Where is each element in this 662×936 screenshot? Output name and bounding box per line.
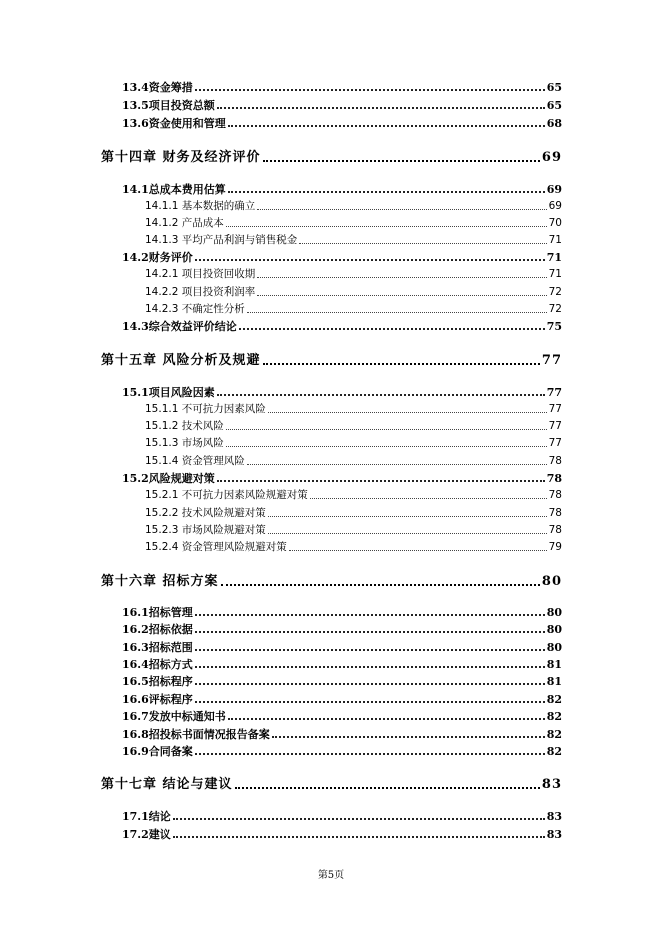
- dot-leader: [268, 516, 547, 517]
- toc-entry[interactable]: [122, 642, 562, 653]
- toc-entry[interactable]: [145, 269, 562, 280]
- toc-entry-page-number: 80: [541, 574, 562, 589]
- toc-entry[interactable]: [145, 525, 562, 536]
- dot-leader: [226, 446, 547, 447]
- toc-entry-page-number: 78: [546, 472, 562, 485]
- toc-entry-page-number: 81: [546, 675, 562, 688]
- toc-entry[interactable]: [145, 218, 562, 229]
- toc-entry-page-number: 65: [546, 81, 562, 94]
- toc-entry[interactable]: [122, 387, 562, 398]
- toc-entry[interactable]: [122, 676, 562, 687]
- dot-leader: [195, 631, 545, 633]
- toc-entry-page-number: 71: [548, 234, 562, 246]
- toc-entry-label: 15.1.3 市场风险: [145, 437, 224, 449]
- dot-leader: [263, 363, 540, 365]
- toc-entry-page-number: 82: [546, 710, 562, 723]
- toc-entry-page-number: 71: [546, 251, 562, 264]
- dot-leader: [217, 480, 545, 482]
- toc-entry-label: 15.1.2 技术风险: [145, 420, 224, 432]
- toc-entry-page-number: 82: [546, 745, 562, 758]
- dot-leader: [239, 328, 545, 330]
- toc-entry[interactable]: [101, 575, 562, 588]
- toc-entry-page-number: 77: [548, 403, 562, 415]
- toc-entry-label: 第十六章 招标方案: [101, 574, 219, 589]
- dot-leader: [221, 584, 540, 586]
- toc-entry[interactable]: [122, 321, 562, 332]
- toc-entry-page-number: 83: [546, 810, 562, 823]
- dot-leader: [228, 191, 545, 193]
- toc-entry-page-number: 83: [546, 828, 562, 841]
- dot-leader: [173, 818, 545, 820]
- dot-leader: [217, 394, 545, 396]
- toc-entry-page-number: 77: [548, 420, 562, 432]
- toc-entry-label: 13.6资金使用和管理: [122, 117, 226, 130]
- toc-entry-page-number: 71: [548, 268, 562, 280]
- toc-entry[interactable]: [122, 118, 562, 129]
- dot-leader: [289, 550, 547, 551]
- toc-entry-label: 15.1项目风险因素: [122, 386, 215, 399]
- toc-entry-label: 15.1.1 不可抗力因素风险: [145, 403, 266, 415]
- toc-entry-label: 14.1总成本费用估算: [122, 183, 226, 196]
- toc-entry-label: 14.2.2 项目投资利润率: [145, 286, 256, 298]
- page-number-label: 第5页: [317, 870, 345, 881]
- toc-entry-label: 14.2.3 不确定性分析: [145, 303, 245, 315]
- toc-entry[interactable]: [145, 490, 562, 501]
- toc-entry-page-number: 82: [546, 728, 562, 741]
- toc-entry-label: 16.9合同备案: [122, 745, 193, 758]
- toc-entry-page-number: 69: [541, 150, 562, 165]
- toc-entry[interactable]: [122, 100, 562, 111]
- toc-entry[interactable]: [122, 252, 562, 263]
- toc-entry-label: 第十四章 财务及经济评价: [101, 150, 261, 165]
- toc-entry-label: 15.2.3 市场风险规避对策: [145, 524, 266, 536]
- toc-entry[interactable]: [122, 659, 562, 670]
- dot-leader: [195, 683, 545, 685]
- toc-entry[interactable]: [122, 624, 562, 635]
- toc-entry-page-number: 68: [546, 117, 562, 130]
- page-footer: [0, 866, 662, 881]
- toc-entry-page-number: 77: [548, 437, 562, 449]
- dot-leader: [228, 718, 545, 720]
- toc-entry-label: 第十七章 结论与建议: [101, 777, 233, 792]
- dot-leader: [268, 533, 547, 534]
- toc-entry-page-number: 69: [546, 183, 562, 196]
- toc-entry-label: 14.3综合效益评价结论: [122, 320, 237, 333]
- dot-leader: [195, 753, 545, 755]
- toc-entry-label: 15.2风险规避对策: [122, 472, 215, 485]
- toc-entry[interactable]: [122, 473, 562, 484]
- dot-leader: [195, 649, 545, 651]
- toc-entry[interactable]: [145, 304, 562, 315]
- toc-entry[interactable]: [122, 184, 562, 195]
- toc-entry-label: 16.7发放中标通知书: [122, 710, 226, 723]
- toc-entry-page-number: 77: [546, 386, 562, 399]
- toc-entry-label: 16.8招投标书面情况报告备案: [122, 728, 270, 741]
- dot-leader: [268, 412, 547, 413]
- toc-entry-label: 第十五章 风险分析及规避: [101, 353, 261, 368]
- toc-entry-page-number: 82: [546, 693, 562, 706]
- toc-entry-page-number: 72: [548, 303, 562, 315]
- toc-entry-page-number: 69: [548, 200, 562, 212]
- toc-entry-label: 16.5招标程序: [122, 675, 193, 688]
- toc-entry-label: 16.3招标范围: [122, 641, 193, 654]
- dot-leader: [226, 429, 547, 430]
- dot-leader: [173, 836, 545, 838]
- toc-entry-label: 14.1.1 基本数据的确立: [145, 200, 256, 212]
- toc-entry-label: 16.2招标依据: [122, 623, 193, 636]
- toc-entry-page-number: 77: [541, 353, 562, 368]
- toc-entry-page-number: 83: [541, 777, 562, 792]
- toc-entry[interactable]: [145, 456, 562, 467]
- dot-leader: [257, 209, 546, 210]
- toc-entry[interactable]: [145, 542, 562, 553]
- toc-entry-page-number: 81: [546, 658, 562, 671]
- dot-leader: [195, 701, 545, 703]
- toc-entry[interactable]: [122, 829, 562, 840]
- toc-entry-page-number: 80: [546, 641, 562, 654]
- dot-leader: [235, 787, 540, 789]
- toc-entry[interactable]: [101, 151, 562, 164]
- toc-entry-label: 14.2.1 项目投资回收期: [145, 268, 256, 280]
- dot-leader: [257, 295, 546, 296]
- toc-entry[interactable]: [101, 778, 562, 791]
- toc-entry-page-number: 79: [548, 541, 562, 553]
- toc-entry[interactable]: [145, 201, 562, 212]
- toc-entry[interactable]: [145, 421, 562, 432]
- toc-entry-label: 17.1结论: [122, 810, 171, 823]
- toc-entry-label: 15.2.1 不可抗力因素风险规避对策: [145, 489, 308, 501]
- toc-entry[interactable]: [122, 746, 562, 757]
- dot-leader: [272, 736, 545, 738]
- toc-entry[interactable]: [145, 404, 562, 415]
- toc-entry-label: 14.1.3 平均产品利润与销售税金: [145, 234, 298, 246]
- toc-entry-label: 13.5项目投资总额: [122, 99, 215, 112]
- dot-leader: [247, 312, 547, 313]
- dot-leader: [226, 226, 547, 227]
- dot-leader: [247, 464, 547, 465]
- dot-leader: [310, 498, 547, 499]
- toc-entry-label: 15.1.4 资金管理风险: [145, 455, 245, 467]
- toc-entry-label: 16.1招标管理: [122, 606, 193, 619]
- toc-entry[interactable]: [122, 82, 562, 93]
- dot-leader: [299, 243, 546, 244]
- dot-leader: [217, 107, 545, 109]
- toc-entry-page-number: 70: [548, 217, 562, 229]
- toc-entry-page-number: 78: [548, 507, 562, 519]
- dot-leader: [195, 614, 545, 616]
- toc-entry-label: 14.1.2 产品成本: [145, 217, 224, 229]
- toc-entry-label: 15.2.4 资金管理风险规避对策: [145, 541, 287, 553]
- dot-leader: [195, 666, 545, 668]
- toc-entry[interactable]: [145, 287, 562, 298]
- dot-leader: [228, 125, 545, 127]
- toc-entry[interactable]: [145, 235, 562, 246]
- toc-entry[interactable]: [122, 711, 562, 722]
- toc-entry-page-number: 75: [546, 320, 562, 333]
- toc-entry-page-number: 65: [546, 99, 562, 112]
- dot-leader: [195, 259, 545, 261]
- toc-entry[interactable]: [122, 729, 562, 740]
- toc-entry[interactable]: [122, 694, 562, 705]
- toc-entry-page-number: 78: [548, 455, 562, 467]
- toc-entry-page-number: 78: [548, 524, 562, 536]
- toc-entry[interactable]: [145, 508, 562, 519]
- toc-entry-page-number: 78: [548, 489, 562, 501]
- dot-leader: [257, 277, 546, 278]
- toc-entry[interactable]: [145, 438, 562, 449]
- toc-entry[interactable]: [122, 811, 562, 822]
- toc-entry-label: 17.2建议: [122, 828, 171, 841]
- toc-entry-label: 15.2.2 技术风险规避对策: [145, 507, 266, 519]
- toc-entry-label: 13.4资金筹措: [122, 81, 193, 94]
- toc-entry-page-number: 80: [546, 623, 562, 636]
- toc-entry[interactable]: [122, 607, 562, 618]
- toc-entry-label: 16.4招标方式: [122, 658, 193, 671]
- toc-entry-label: 14.2财务评价: [122, 251, 193, 264]
- dot-leader: [195, 89, 545, 91]
- dot-leader: [263, 160, 540, 162]
- toc-entry[interactable]: [101, 354, 562, 367]
- toc-entry-label: 16.6评标程序: [122, 693, 193, 706]
- toc-entry-page-number: 80: [546, 606, 562, 619]
- toc-entry-page-number: 72: [548, 286, 562, 298]
